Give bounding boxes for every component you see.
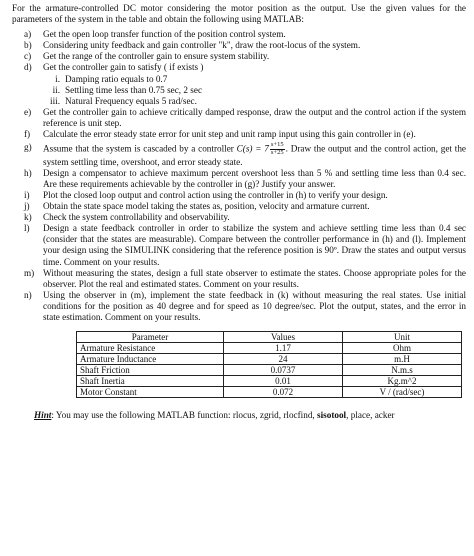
question-k [12,212,466,223]
question-label: j) [24,201,30,212]
controller-formula: C(s) = 7 [236,143,269,154]
question-text: Using the observer in (m), implement the state feedback in (k) without measuring the real states. Use initial conditions for the position as 40 degree and for speed as 10 degree/sec. Plot the output, states, and the error in state estimation. Comment on your results. [43,289,466,323]
sub-label: iii. [50,95,60,106]
question-label: i) [24,190,30,200]
parameter-name: Armature Resistance [77,343,224,354]
table-row [77,365,462,376]
question-text: Obtain the state space model taking the states as, position, velocity and armature current. [43,201,370,212]
question-text: Assume that the system is cascaded by a controller [43,143,234,154]
parameter-unit: Ohm [343,343,462,354]
question-text: Calculate the error steady state error for unit step and unit ramp input using this gain controller in (e). [43,129,416,140]
question-f [12,129,466,140]
table-row [77,343,462,354]
question-g [12,142,466,168]
parameter-value: 0.0737 [224,365,343,376]
parameter-name: Shaft Friction [77,365,224,376]
question-c [12,51,466,62]
question-label: l) [24,223,30,234]
sub-requirements [12,74,466,107]
parameter-table [76,331,462,398]
sub-text: Natural Frequency equals 5 rad/sec. [65,95,197,106]
sub-label: ii. [52,84,60,95]
question-l [12,223,466,267]
column-header-unit: Unit [343,332,462,343]
sub-requirement [12,96,466,107]
fraction-denominator: s+25 [270,148,284,156]
question-text: Get the controller gain to achieve critically damped response, draw the output and the control action if the system reference is unit step. [43,106,466,128]
question-text: Design a compensator to achieve maximum percent overshoot less than 5 % and settling time less than 0.4 sec. Are these requirements achievable by the controller in (g)? Justify your answer. [43,167,466,189]
question-text: Get the range of the controller gain to ensure system stability. [43,51,270,62]
hint-label: Hint [34,410,52,421]
question-m [12,268,466,290]
question-label: d) [24,62,32,73]
question-n [12,290,466,323]
table-row [77,376,462,387]
table-row [77,354,462,365]
hint-text-end: , place, acker [346,410,395,421]
question-label: b) [24,40,32,51]
column-header-values: Values [224,332,343,343]
parameter-name: Armature Inductance [77,354,224,365]
fraction-numerator: s+15 [270,141,284,149]
question-label: k) [24,212,32,223]
sub-requirement [12,85,466,96]
hint-paragraph [12,410,466,421]
sub-text: Damping ratio equals to 0.7 [65,73,168,84]
question-label: a) [24,29,32,40]
question-text-cont: . Draw the output and the control action, get the system settling time, overshoot, and error steady state. [43,143,466,167]
sub-requirement-list [12,74,466,107]
question-label: g) [24,142,32,153]
question-text: Without measuring the states, design a full state observer to estimate the states. Choose appropriate poles for the observer. Plot the real and estimated states. Comment on your results. [43,267,466,289]
question-text: Get the open loop transfer function of the position control system. [43,29,286,40]
parameter-value: 0.01 [224,376,343,387]
parameter-unit: N.m.s [343,365,462,376]
question-text: Plot the closed loop output and control action using the controller in (h) to verify your design. [43,190,388,200]
question-a [12,29,466,40]
sub-label: i. [55,73,60,84]
question-label: e) [24,106,32,117]
question-text: Considering unity feedback and gain controller "k", draw the root-locus of the system. [43,40,361,51]
parameter-unit: Kg.m^2 [343,376,462,387]
question-label: n) [24,289,32,300]
parameter-value: 1.17 [224,343,343,354]
question-j [12,201,466,212]
question-b [12,40,466,51]
parameter-unit: m.H [343,354,462,365]
parameter-unit: V / (rad/sec) [343,387,462,398]
intro-paragraph: For the armature-controlled DC motor considering the motor position as the output. Use the given values for the parameters of the system in the table and obtain the following using MATLAB: [12,3,466,25]
question-text: Design a state feedback controller in order to stabilize the system and achieve settling time less than 0.4 sec (consider that the states are measurable). Compare between the controller performance in (h) and (l). Implement your design using the SIMULINK considering that the reference position is 90º. Draw the states and output versus time. Comment on your results. [43,223,466,267]
question-list [12,29,466,323]
parameter-name: Shaft Inertia [77,376,224,387]
question-i [12,190,466,201]
question-label: c) [24,51,32,62]
question-h [12,168,466,190]
table-row [77,387,462,398]
parameter-value: 0.072 [224,387,343,398]
controller-fraction [270,142,285,157]
question-label: m) [24,267,35,278]
question-e [12,107,466,129]
parameter-value: 24 [224,354,343,365]
table-header-row [77,332,462,343]
hint-text: : You may use the following MATLAB function: rlocus, zgrid, rlocfind, [51,410,315,421]
hint-bold-function: sisotool [317,410,347,421]
sub-requirement [12,74,466,85]
question-text: Check the system controllability and observability. [43,212,230,223]
question-label: h) [24,167,32,178]
question-d [12,62,466,73]
parameter-name: Motor Constant [77,387,224,398]
question-label: f) [24,129,31,140]
question-text: Get the controller gain to satisfy ( if exists ) [43,62,204,73]
column-header-parameter: Parameter [77,332,224,343]
sub-text: Settling time less than 0.75 sec, 2 sec [65,84,203,95]
